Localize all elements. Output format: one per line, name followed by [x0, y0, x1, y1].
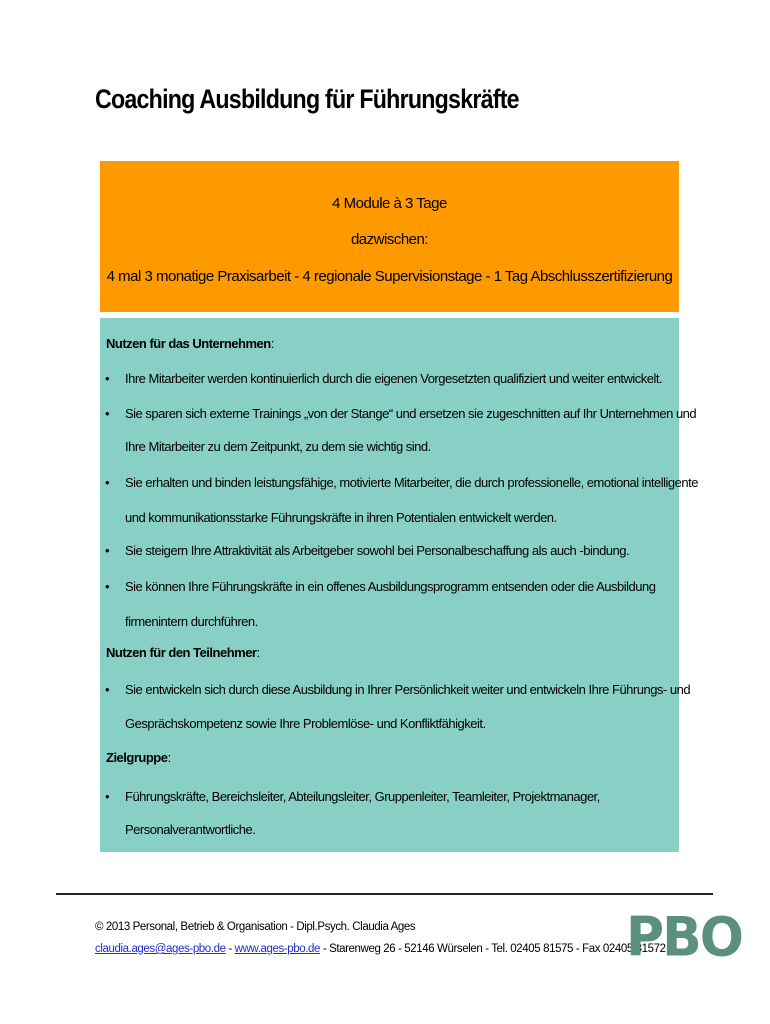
- footer-divider: [56, 893, 713, 895]
- list-item: Sie erhalten und binden leistungsfähige, motivierte Mitarbeiter, die durch professionelle, emotional intelligente: [125, 475, 698, 490]
- list-item: Sie steigern Ihre Attraktivität als Arbeitgeber sowohl bei Personalbeschaffung als auch -bindung.: [125, 543, 630, 558]
- footer-address: - Starenweg 26 - 52146 Würselen - Tel. 02405 81575 - Fax 02405 81572: [320, 943, 666, 955]
- website-link[interactable]: www.ages-pbo.de: [234, 943, 321, 955]
- bullet-icon: •: [105, 789, 110, 804]
- footer-copyright: © 2013 Personal, Betrieb & Organisation - Dipl.Psych. Claudia Ages: [95, 921, 416, 933]
- list-item: Sie entwickeln sich durch diese Ausbildung in Ihrer Persönlichkeit weiter und entwickeln Ihre Führungs- und: [125, 682, 691, 697]
- summary-box: [100, 161, 679, 312]
- benefits-box: [100, 318, 698, 852]
- bullet-icon: •: [105, 475, 110, 490]
- bullet-icon: •: [105, 371, 110, 386]
- section-heading-participants: Nutzen für den Teilnehmer:: [106, 645, 260, 660]
- summary-line-1: 4 Module à 3 Tage: [332, 195, 447, 212]
- footer-separator: -: [225, 943, 235, 955]
- pbo-logo: PBO: [626, 906, 742, 969]
- list-item-continuation: und kommunikationsstarke Führungskräfte in ihren Potentialen entwickelt werden.: [125, 510, 557, 525]
- list-item: Ihre Mitarbeiter werden kontinuierlich durch die eigenen Vorgesetzten qualifiziert und weiter entwickelt.: [125, 371, 663, 386]
- section-heading-target: Zielgruppe:: [106, 750, 171, 765]
- list-item: Sie sparen sich externe Trainings „von der Stange“ und ersetzen sie zugeschnitten auf Ihr Unternehmen und: [125, 406, 697, 421]
- section-heading-company: Nutzen für das Unternehmen:: [106, 336, 274, 351]
- footer-contact: [95, 943, 666, 955]
- list-item-continuation: firmenintern durchführen.: [125, 614, 258, 629]
- bullet-icon: •: [105, 543, 110, 558]
- bullet-icon: •: [105, 682, 110, 697]
- bullet-icon: •: [105, 406, 110, 421]
- list-item: Führungskräfte, Bereichsleiter, Abteilungsleiter, Gruppenleiter, Teamleiter, Projektmanager,: [125, 789, 600, 804]
- email-link[interactable]: claudia.ages@ages-pbo.de: [95, 943, 226, 955]
- list-item-continuation: Gesprächskompetenz sowie Ihre Problemlöse- und Konfliktfähigkeit.: [125, 716, 486, 731]
- list-item-continuation: Ihre Mitarbeiter zu dem Zeitpunkt, zu dem sie wichtig sind.: [125, 439, 431, 454]
- list-item: Sie können Ihre Führungskräfte in ein offenes Ausbildungsprogramm entsenden oder die Ausbildung: [125, 579, 656, 594]
- summary-line-3: 4 mal 3 monatige Praxisarbeit - 4 regionale Supervisionstage - 1 Tag Abschlusszertifizierung: [106, 268, 673, 285]
- page-title: Coaching Ausbildung für Führungskräfte: [95, 84, 519, 114]
- bullet-icon: •: [105, 579, 110, 594]
- list-item-continuation: Personalverantwortliche.: [125, 822, 256, 837]
- summary-line-2: dazwischen:: [350, 231, 429, 248]
